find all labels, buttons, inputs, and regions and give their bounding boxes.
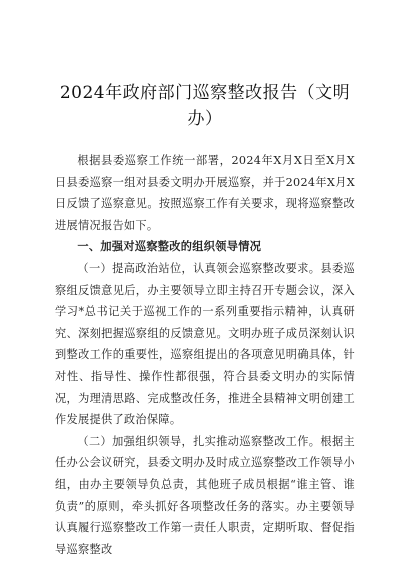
section-heading: 一、加强对巡察整改的组织领导情况	[77, 239, 262, 254]
section-paragraph-1: （一）提高政治站位，认真领会巡察整改要求。县委巡察组反馈意见后，办主要领导立即主持召开专题会议，深入学习*总书记关于巡视工作的一系列重要指示精神，认真研究、深刻把握巡察组的反馈意见。文明办班子成员深刻认识到整改工作的重要性，巡察组提出的各项意见明确具体，针对性、指导性、操作性都很强，符合县委文明办的实际情况，为理清思路、完成整改任务，推进全县精神文明创建工作发展提供了政治保障。	[55, 261, 355, 427]
section-paragraph-2: （二）加强组织领导，扎实推动巡察整改工作。根据主任办公会议研究，县委文明办及时成立巡察整改工作领导小组，由办主要领导负总责，其他班子成员根据“谁主管、谁负责”的原则，牵头抓好各项整改任务的落实。办主要领导认真履行巡察整改工作第一责任人职责，定期听取、督促指导巡察整改	[55, 434, 355, 556]
document-title: 2024年政府部门巡察整改报告（文明办）	[59, 83, 351, 129]
intro-paragraph: 根据县委巡察工作统一部署，2024年X月X日至X月X日县委巡察一组对县委文明办开展巡察，并于2024年X月X日反馈了巡察意见。按照巡察工作有关要求，现将巡察整改进展情况报告如下。	[55, 154, 355, 232]
document-body	[55, 150, 355, 560]
